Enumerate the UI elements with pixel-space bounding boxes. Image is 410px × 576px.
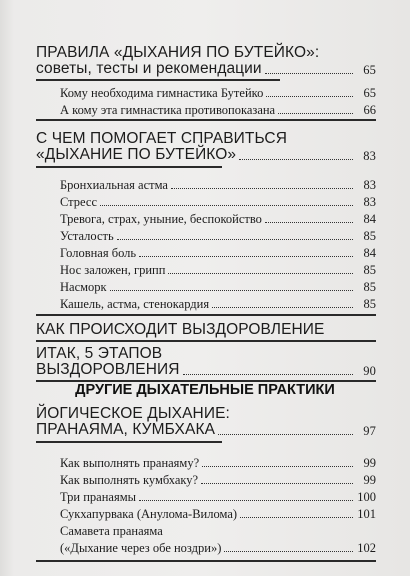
section-title-line: «ДЫХАНИЕ ПО БУТЕЙКО» xyxy=(36,146,237,163)
page-number: 83 xyxy=(363,149,376,163)
dot-leader xyxy=(265,222,353,223)
page-number: 83 xyxy=(363,178,376,192)
section-title-line: ПРАВИЛА «ДЫХАНИЯ ПО БУТЕЙКО»: xyxy=(36,44,320,61)
section-heading xyxy=(36,146,376,163)
section-heading xyxy=(36,361,376,378)
page-number: 85 xyxy=(363,280,376,294)
section-title-line: С ЧЕМ ПОМОГАЕТ СПРАВИТЬСЯ xyxy=(36,130,287,147)
toc-entry xyxy=(60,541,376,555)
page-number: 85 xyxy=(363,297,376,311)
section-heading xyxy=(36,345,376,362)
section-title-line: КАК ПРОИСХОДИТ ВЫЗДОРОВЛЕНИЕ xyxy=(36,321,325,338)
toc-entry xyxy=(60,86,376,100)
page-number: 101 xyxy=(357,507,376,521)
toc-entry xyxy=(60,473,376,487)
toc-entry xyxy=(60,246,376,260)
page-number: 65 xyxy=(363,63,376,77)
dot-leader xyxy=(239,159,353,160)
entry-label: Сукхапурвака (Анулома-Вилома) xyxy=(60,507,238,521)
dot-leader xyxy=(278,113,353,114)
section-heading xyxy=(36,321,376,338)
toc-entry xyxy=(60,297,376,311)
entry-label: А кому эта гимнастика противопоказана xyxy=(60,103,276,117)
entry-label: Как выполнять пранаяму? xyxy=(60,456,200,470)
toc-entry xyxy=(60,490,376,504)
dot-leader xyxy=(218,434,353,435)
divider xyxy=(36,340,376,342)
dot-leader xyxy=(265,73,353,74)
divider xyxy=(36,560,376,562)
dot-leader xyxy=(266,96,353,97)
dot-leader xyxy=(212,307,353,308)
dot-leader xyxy=(100,205,353,206)
page-number: 85 xyxy=(363,263,376,277)
dot-leader xyxy=(183,374,353,375)
page-number: 84 xyxy=(363,212,376,226)
dot-leader xyxy=(110,290,353,291)
dot-leader xyxy=(168,273,353,274)
toc-entry xyxy=(60,212,376,226)
entry-label: Усталость xyxy=(60,229,114,243)
toc-entry xyxy=(60,195,376,209)
toc-entry xyxy=(60,524,376,538)
entry-label: Три пранаямы xyxy=(60,490,137,504)
section-title-line: советы, тесты и рекомендации xyxy=(36,60,262,77)
dot-leader xyxy=(139,256,353,257)
dot-leader xyxy=(240,517,353,518)
page-number: 84 xyxy=(363,246,376,260)
divider xyxy=(36,119,376,121)
section-heading xyxy=(36,421,376,438)
section-title-line: ВЫЗДОРОВЛЕНИЯ xyxy=(36,361,180,378)
divider xyxy=(36,314,376,316)
toc-entry xyxy=(60,229,376,243)
entry-label: Кому необходима гимнастика Бутейко xyxy=(60,86,264,100)
section-heading xyxy=(36,405,376,422)
entry-label: Тревога, страх, уныние, беспокойство xyxy=(60,212,262,226)
toc-entry xyxy=(60,507,376,521)
page-number: 65 xyxy=(363,86,376,100)
toc-entry xyxy=(60,178,376,192)
dot-leader xyxy=(171,188,353,189)
entry-label: Нос заложен, грипп xyxy=(60,263,166,277)
section-heading xyxy=(36,130,376,147)
toc-entry xyxy=(60,263,376,277)
entry-label: Кашель, астма, стенокардия xyxy=(60,297,210,311)
page-number: 85 xyxy=(363,229,376,243)
dot-leader xyxy=(117,239,353,240)
page-number: 83 xyxy=(363,195,376,209)
page-number: 102 xyxy=(357,541,376,555)
entry-label: Насморк xyxy=(60,280,107,294)
divider xyxy=(36,166,222,168)
page-number: 100 xyxy=(357,490,376,504)
entry-label: Бронхиальная астма xyxy=(60,178,168,192)
dot-leader xyxy=(224,551,353,552)
page-number: 99 xyxy=(363,473,376,487)
divider xyxy=(36,441,222,443)
toc-entry xyxy=(60,103,376,117)
toc-entry xyxy=(60,280,376,294)
section-title-line: ПРАНАЯМА, КУМБХАКА xyxy=(36,421,216,438)
toc-entry xyxy=(60,456,376,470)
entry-label: Стресс xyxy=(60,195,97,209)
page-number: 99 xyxy=(363,456,376,470)
page-number: 97 xyxy=(363,424,376,438)
section-heading xyxy=(36,44,376,61)
section-title-line: ЙОГИЧЕСКОЕ ДЫХАНИЕ: xyxy=(36,405,230,422)
dot-leader xyxy=(201,483,353,484)
entry-label: Головная боль xyxy=(60,246,137,260)
section-heading xyxy=(36,60,376,77)
entry-label: Как выполнять кумбхаку? xyxy=(60,473,199,487)
entry-label: Самавета пранаяма xyxy=(60,524,163,538)
section-title-line: ИТАК, 5 ЭТАПОВ xyxy=(36,345,163,362)
dot-leader xyxy=(202,466,353,467)
part-title: ДРУГИЕ ДЫХАТЕЛЬНЫЕ ПРАКТИКИ xyxy=(75,382,335,398)
page-number: 90 xyxy=(363,364,376,378)
divider xyxy=(36,79,280,81)
entry-label: («Дыхание через обе ноздри») xyxy=(60,541,222,555)
page-number: 66 xyxy=(363,103,376,117)
dot-leader xyxy=(139,500,353,501)
